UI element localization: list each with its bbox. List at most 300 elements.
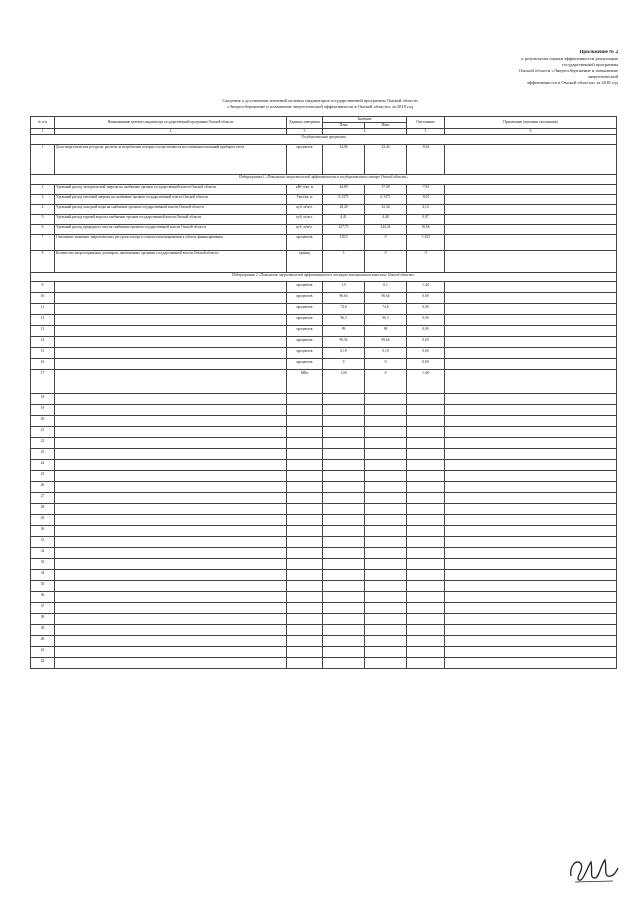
- header-fact: Факт: [365, 122, 407, 128]
- row-unit: [287, 559, 323, 570]
- row-unit: [287, 647, 323, 658]
- row-number: 22: [31, 438, 55, 449]
- row-plan: [323, 537, 365, 548]
- row-number: 7: [31, 234, 55, 250]
- row-number: 40: [31, 636, 55, 647]
- table-row: [31, 625, 617, 636]
- table-row: [31, 370, 617, 394]
- row-unit: процентов: [287, 293, 323, 304]
- row-deviation: 16,66: [407, 224, 445, 234]
- row-fact: [365, 647, 407, 658]
- appendix-line: Приложение № 2: [579, 50, 618, 55]
- section-row: [31, 272, 617, 282]
- row-deviation: 4,14: [407, 204, 445, 214]
- row-number: 31: [31, 537, 55, 548]
- row-number: 27: [31, 493, 55, 504]
- row-plan: 24,06: [323, 144, 365, 174]
- row-unit: единиц: [287, 250, 323, 272]
- row-name: Отношение экономии энергетических ресурсов и воды в стоимостном выражении к объему финансирования: [55, 234, 287, 250]
- row-deviation: 0,00: [407, 359, 445, 370]
- row-note: [445, 394, 617, 405]
- table-row: [31, 416, 617, 427]
- table-row: [31, 282, 617, 293]
- row-number: 36: [31, 592, 55, 603]
- row-name: Доля энергетических ресурсов, расчеты за потребление которых осуществляются на основании показаний приборов учета: [55, 144, 287, 174]
- row-number: 16: [31, 359, 55, 370]
- row-number: 41: [31, 647, 55, 658]
- row-deviation: [407, 416, 445, 427]
- row-plan: [323, 438, 365, 449]
- row-name: [55, 526, 287, 537]
- row-note: [445, 482, 617, 493]
- indicators-table: [30, 116, 617, 669]
- row-number: 20: [31, 416, 55, 427]
- row-name: [55, 647, 287, 658]
- row-number: 24: [31, 460, 55, 471]
- index-cell: 4: [323, 128, 407, 134]
- row-fact: [365, 394, 407, 405]
- row-name: [55, 515, 287, 526]
- row-number: 30: [31, 526, 55, 537]
- row-deviation: 0,00: [407, 348, 445, 359]
- row-unit: куб. м/чел.: [287, 214, 323, 224]
- row-deviation: [407, 504, 445, 515]
- row-unit: [287, 394, 323, 405]
- row-fact: 32,34: [365, 204, 407, 214]
- index-cell: 6: [445, 128, 617, 134]
- row-unit: [287, 592, 323, 603]
- table-row: [31, 394, 617, 405]
- row-number: 13: [31, 326, 55, 337]
- table-row: [31, 493, 617, 504]
- row-plan: [323, 526, 365, 537]
- row-deviation: [407, 394, 445, 405]
- row-name: [55, 636, 287, 647]
- table-row: [31, 537, 617, 548]
- title-line: Сведения о достижении значений целевых индикаторов государственной программы Омской области: [222, 98, 418, 103]
- row-plan: 0,1475: [323, 194, 365, 204]
- row-note: [445, 326, 617, 337]
- table-row: [31, 214, 617, 224]
- row-note: [445, 214, 617, 224]
- table-row: [31, 460, 617, 471]
- row-fact: 0,1: [365, 282, 407, 293]
- header-unit: Единица измерения: [287, 117, 323, 129]
- row-fact: [365, 537, 407, 548]
- row-deviation: [407, 482, 445, 493]
- row-unit: [287, 581, 323, 592]
- row-name: Удельный расход горячей воды на снабжение органов государственной власти Омской области: [55, 214, 287, 224]
- row-note: [445, 526, 617, 537]
- row-deviation: [407, 460, 445, 471]
- row-deviation: [407, 570, 445, 581]
- header-reasons: Примечание (причины отклонения): [445, 117, 617, 129]
- row-plan: 1,813: [323, 234, 365, 250]
- row-name: [55, 416, 287, 427]
- row-fact: [365, 548, 407, 559]
- row-deviation: [407, 471, 445, 482]
- appendix-line: эффективности в Омской области» за 2018 год: [526, 80, 618, 86]
- row-deviation: [407, 614, 445, 625]
- row-fact: 0,1375: [365, 194, 407, 204]
- row-note: [445, 471, 617, 482]
- row-number: 10: [31, 293, 55, 304]
- row-note: [445, 234, 617, 250]
- row-note: [445, 370, 617, 394]
- appendix-line: к результатам оценки эффективности реализации: [521, 56, 618, 62]
- section-row: [31, 174, 617, 184]
- row-note: [445, 405, 617, 416]
- row-fact: 0: [365, 250, 407, 272]
- row-unit: процентов: [287, 304, 323, 315]
- row-note: [445, 224, 617, 234]
- header-plan: План: [323, 122, 365, 128]
- row-name: [55, 504, 287, 515]
- row-unit: процентов: [287, 348, 323, 359]
- row-deviation: 0,00: [407, 326, 445, 337]
- row-name: [55, 559, 287, 570]
- row-unit: [287, 504, 323, 515]
- index-cell: 1: [31, 128, 55, 134]
- table-row: [31, 548, 617, 559]
- row-plan: [323, 471, 365, 482]
- table-row: [31, 603, 617, 614]
- row-unit: процентов: [287, 326, 323, 337]
- row-unit: [287, 438, 323, 449]
- row-plan: [323, 570, 365, 581]
- row-deviation: [407, 636, 445, 647]
- table-row: [31, 482, 617, 493]
- row-number: 26: [31, 482, 55, 493]
- row-name: [55, 359, 287, 370]
- row-number: 23: [31, 449, 55, 460]
- table-row: [31, 438, 617, 449]
- header-num: № п/п: [31, 117, 55, 129]
- row-note: [445, 416, 617, 427]
- row-name: [55, 603, 287, 614]
- row-deviation: [407, 548, 445, 559]
- table-row: [31, 304, 617, 315]
- row-deviation: -0,62: [407, 144, 445, 174]
- row-note: [445, 493, 617, 504]
- row-number: 14: [31, 337, 55, 348]
- row-name: [55, 614, 287, 625]
- row-fact: [365, 658, 407, 669]
- row-plan: [323, 548, 365, 559]
- table-row: [31, 348, 617, 359]
- row-fact: [365, 625, 407, 636]
- row-fact: 37,08: [365, 184, 407, 194]
- row-unit: [287, 548, 323, 559]
- row-name: [55, 405, 287, 416]
- index-cell: 3: [287, 128, 323, 134]
- appendix-header: [448, 50, 618, 87]
- row-number: 19: [31, 405, 55, 416]
- table-row: [31, 315, 617, 326]
- row-unit: [287, 603, 323, 614]
- row-plan: [323, 603, 365, 614]
- row-note: [445, 144, 617, 174]
- table-row: [31, 581, 617, 592]
- row-number: 33: [31, 559, 55, 570]
- row-number: 21: [31, 427, 55, 438]
- row-deviation: -5: [407, 250, 445, 272]
- row-plan: 99,54: [323, 337, 365, 348]
- row-unit: [287, 625, 323, 636]
- row-fact: [365, 460, 407, 471]
- row-deviation: -1,00: [407, 370, 445, 394]
- row-plan: 96,64: [323, 293, 365, 304]
- row-plan: [323, 504, 365, 515]
- row-name: [55, 471, 287, 482]
- row-note: [445, 359, 617, 370]
- appendix-line: государственной программы: [561, 62, 618, 68]
- row-name: [55, 570, 287, 581]
- row-note: [445, 204, 617, 214]
- row-note: [445, 282, 617, 293]
- row-name: Удельный расход природного газа на снабжение органов государственной власти Омской области: [55, 224, 287, 234]
- row-name: [55, 370, 287, 394]
- row-fact: [365, 416, 407, 427]
- row-number: 28: [31, 504, 55, 515]
- row-plan: 1,00: [323, 370, 365, 394]
- row-plan: [323, 427, 365, 438]
- row-unit: [287, 405, 323, 416]
- index-cell: 5: [407, 128, 445, 134]
- table-row: [31, 234, 617, 250]
- table-row: [31, 184, 617, 194]
- table-row: [31, 559, 617, 570]
- row-note: [445, 438, 617, 449]
- row-unit: [287, 482, 323, 493]
- row-number: 4: [31, 204, 55, 214]
- row-fact: [365, 405, 407, 416]
- row-name: [55, 625, 287, 636]
- row-unit: кВт·ч/кв. м: [287, 184, 323, 194]
- row-name: [55, 482, 287, 493]
- row-deviation: [407, 515, 445, 526]
- header-deviation: Отклонение: [407, 117, 445, 129]
- table-row: [31, 614, 617, 625]
- row-name: [55, 337, 287, 348]
- row-fact: [365, 438, 407, 449]
- row-name: [55, 548, 287, 559]
- table-row: [31, 636, 617, 647]
- header-name: Наименование целевого индикатора государственной программы Омской области: [55, 117, 287, 129]
- row-note: [445, 647, 617, 658]
- row-plan: 0,19: [323, 348, 365, 359]
- row-fact: [365, 471, 407, 482]
- row-fact: [365, 570, 407, 581]
- row-unit: [287, 427, 323, 438]
- row-deviation: -7,81: [407, 184, 445, 194]
- table-row: [31, 405, 617, 416]
- row-note: [445, 548, 617, 559]
- table-row: [31, 326, 617, 337]
- row-number: 2: [31, 184, 55, 194]
- row-name: [55, 304, 287, 315]
- row-unit: [287, 416, 323, 427]
- row-unit: процентов: [287, 315, 323, 326]
- row-deviation: [407, 603, 445, 614]
- row-number: 38: [31, 614, 55, 625]
- row-plan: [323, 515, 365, 526]
- row-unit: [287, 658, 323, 669]
- row-deviation: [407, 658, 445, 669]
- row-plan: 0: [323, 359, 365, 370]
- row-deviation: -0,01: [407, 194, 445, 204]
- section-title: Подпрограмма 1 «Повышение энергетической эффективности в государственном секторе Омской области»: [31, 174, 617, 184]
- row-number: 5: [31, 214, 55, 224]
- row-deviation: [407, 581, 445, 592]
- table-row: [31, 427, 617, 438]
- row-name: [55, 427, 287, 438]
- row-unit: [287, 537, 323, 548]
- row-fact: [365, 504, 407, 515]
- row-plan: 74,6: [323, 304, 365, 315]
- table-row: [31, 224, 617, 234]
- row-note: [445, 581, 617, 592]
- table-row: [31, 658, 617, 669]
- row-number: 29: [31, 515, 55, 526]
- row-number: 12: [31, 315, 55, 326]
- table-row: [31, 504, 617, 515]
- row-unit: процентов: [287, 234, 323, 250]
- row-number: 18: [31, 394, 55, 405]
- row-plan: [323, 625, 365, 636]
- row-fact: [365, 493, 407, 504]
- row-number: 15: [31, 348, 55, 359]
- row-number: 8: [31, 250, 55, 272]
- row-deviation: 0,00: [407, 337, 445, 348]
- row-plan: [323, 493, 365, 504]
- row-fact: 244,41: [365, 224, 407, 234]
- row-note: [445, 559, 617, 570]
- row-name: [55, 394, 287, 405]
- row-number: 11: [31, 304, 55, 315]
- section-title: Государственная программа: [31, 134, 617, 144]
- row-name: Удельный расход электрической энергии на снабжение органов государственной власти Омской области: [55, 184, 287, 194]
- row-name: [55, 293, 287, 304]
- table-row: [31, 471, 617, 482]
- row-plan: [323, 416, 365, 427]
- table-row: [31, 250, 617, 272]
- row-fact: 99: [365, 326, 407, 337]
- row-unit: куб. м/чел.: [287, 204, 323, 214]
- row-plan: 28,20: [323, 204, 365, 214]
- row-number: 35: [31, 581, 55, 592]
- row-fact: [365, 592, 407, 603]
- row-note: [445, 250, 617, 272]
- row-name: [55, 315, 287, 326]
- table-row: [31, 337, 617, 348]
- row-plan: [323, 449, 365, 460]
- document-title: [120, 98, 520, 110]
- row-number: 6: [31, 224, 55, 234]
- row-note: [445, 460, 617, 471]
- row-unit: процентов: [287, 359, 323, 370]
- row-name: [55, 537, 287, 548]
- row-plan: [323, 460, 365, 471]
- row-fact: 0: [365, 359, 407, 370]
- row-number: 42: [31, 658, 55, 669]
- row-plan: [323, 614, 365, 625]
- row-number: 25: [31, 471, 55, 482]
- row-plan: 99: [323, 326, 365, 337]
- row-name: [55, 326, 287, 337]
- row-deviation: [407, 526, 445, 537]
- row-name: [55, 493, 287, 504]
- table-row: [31, 526, 617, 537]
- table-row: [31, 449, 617, 460]
- row-note: [445, 348, 617, 359]
- appendix-line: Омской области «Энергосбережение и повышение: [518, 68, 618, 74]
- row-note: [445, 625, 617, 636]
- table-row: [31, 293, 617, 304]
- row-unit: [287, 636, 323, 647]
- table-row: [31, 570, 617, 581]
- section-row: [31, 134, 617, 144]
- table-row: [31, 204, 617, 214]
- row-plan: [323, 559, 365, 570]
- row-plan: [323, 647, 365, 658]
- row-number: 1: [31, 144, 55, 174]
- row-plan: [323, 581, 365, 592]
- table-row: [31, 194, 617, 204]
- row-number: 17: [31, 370, 55, 394]
- row-fact: 0,19: [365, 348, 407, 359]
- row-plan: [323, 636, 365, 647]
- row-note: [445, 592, 617, 603]
- index-cell: 2: [55, 128, 287, 134]
- row-fact: [365, 603, 407, 614]
- row-note: [445, 293, 617, 304]
- section-title: Подпрограмма 2 «Повышение энергетической эффективности в жилищно-коммунальном комплексе Омской области»: [31, 272, 617, 282]
- row-name: Удельный расход холодной воды на снабжение органов государственной власти Омской области: [55, 204, 287, 214]
- row-plan: 5: [323, 250, 365, 272]
- row-note: [445, 304, 617, 315]
- row-name: [55, 449, 287, 460]
- row-plan: 227,75: [323, 224, 365, 234]
- row-note: [445, 337, 617, 348]
- row-name: [55, 348, 287, 359]
- row-name: Удельный расход тепловой энергии на снабжение органов государственной власти Омской области: [55, 194, 287, 204]
- row-note: [445, 427, 617, 438]
- row-plan: [323, 482, 365, 493]
- row-number: 3: [31, 194, 55, 204]
- row-deviation: [407, 592, 445, 603]
- table-row: [31, 647, 617, 658]
- row-fact: 99,64: [365, 337, 407, 348]
- row-number: 39: [31, 625, 55, 636]
- row-fact: 74,6: [365, 304, 407, 315]
- row-note: [445, 194, 617, 204]
- title-line: «Энергосбережение и повышение энергетической эффективности в Омской области» за 2018 год: [226, 104, 414, 109]
- table-row: [31, 359, 617, 370]
- row-note: [445, 449, 617, 460]
- header-value: Значение: [323, 117, 407, 123]
- row-unit: [287, 471, 323, 482]
- row-deviation: [407, 559, 445, 570]
- row-plan: 1,5: [323, 282, 365, 293]
- row-unit: Гкал/кв. м: [287, 194, 323, 204]
- row-unit: [287, 449, 323, 460]
- table-row: [31, 515, 617, 526]
- row-deviation: [407, 427, 445, 438]
- row-unit: [287, 493, 323, 504]
- row-plan: 96,3: [323, 315, 365, 326]
- row-deviation: 0,07: [407, 214, 445, 224]
